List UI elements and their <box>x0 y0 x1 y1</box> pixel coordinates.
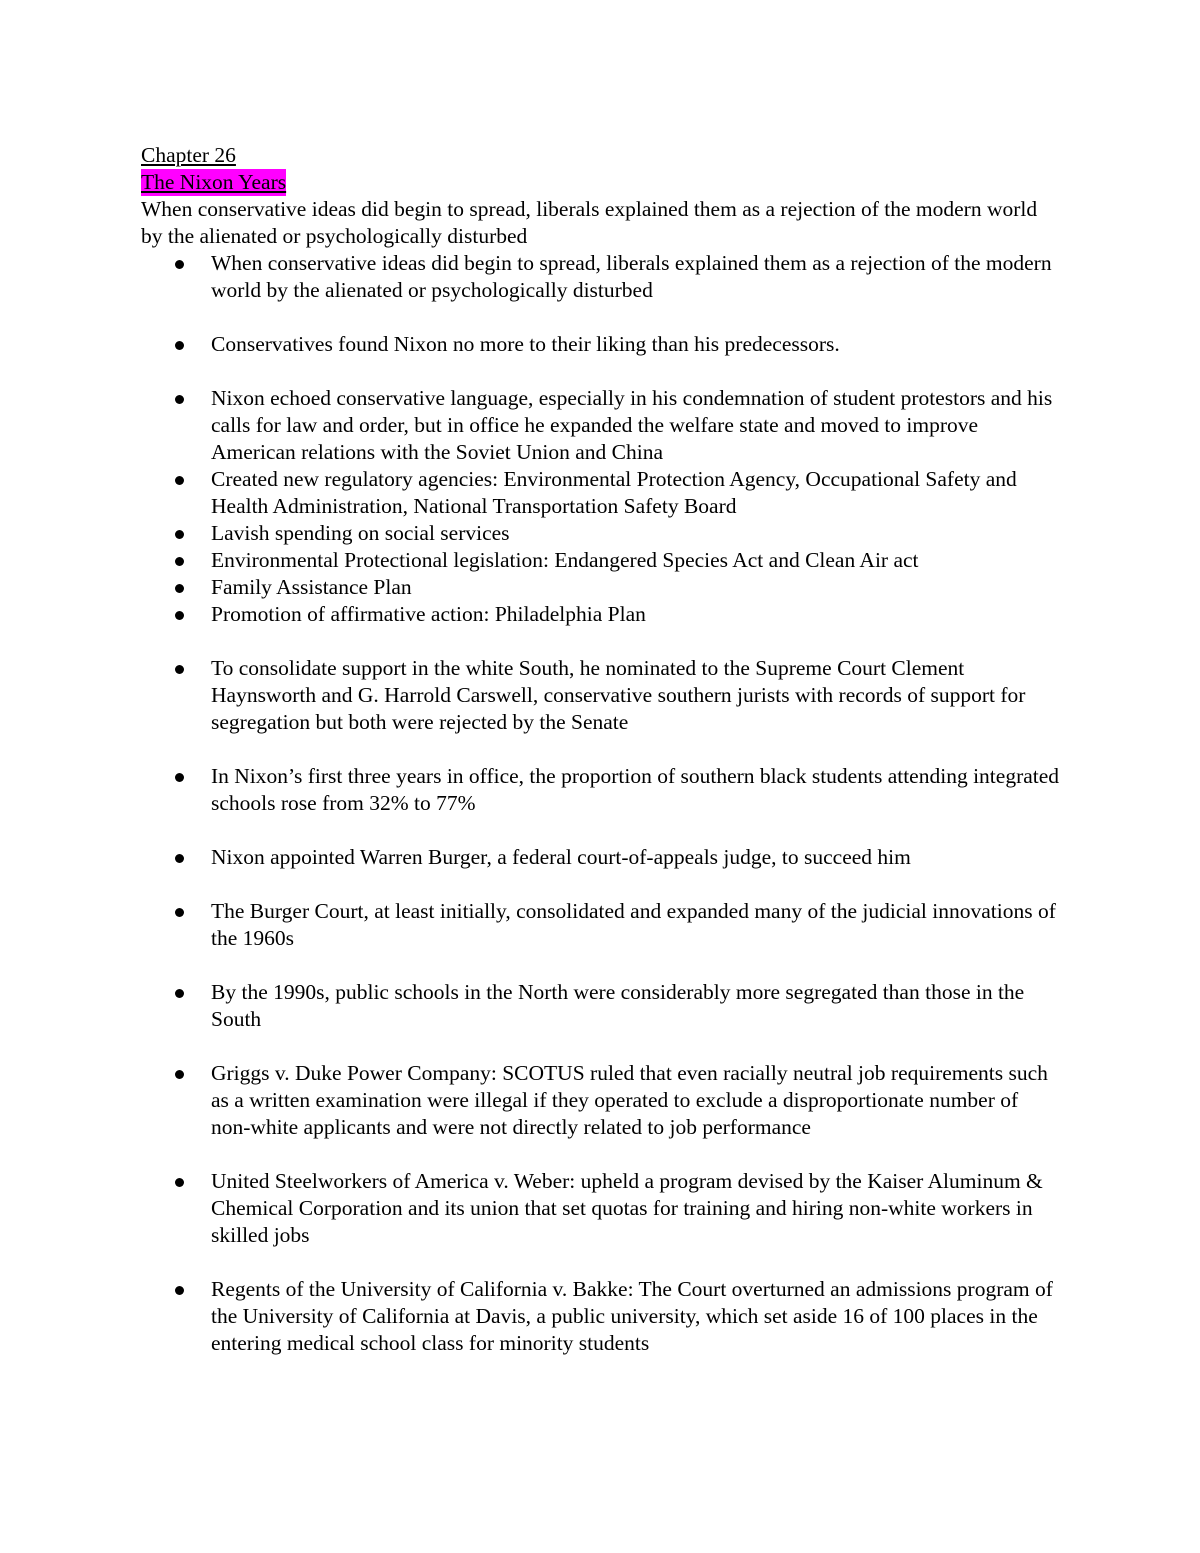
list-item-text: When conservative ideas did begin to spread, liberals explained them as a rejection of the modern world by the alienated or psychologically disturbed <box>211 251 1052 302</box>
bullet-icon <box>175 557 184 566</box>
list-item <box>141 331 1061 358</box>
bullet-icon <box>175 611 184 620</box>
bullet-icon <box>175 530 184 539</box>
list-item-text: In Nixon’s first three years in office, the proportion of southern black students attending integrated schools rose from 32% to 77% <box>211 764 1060 815</box>
bullet-icon <box>175 1178 184 1187</box>
bullet-icon <box>175 989 184 998</box>
title-line <box>141 169 1061 196</box>
list-item <box>141 1168 1061 1249</box>
list-item <box>141 601 1061 628</box>
list-item-text: Created new regulatory agencies: Environmental Protection Agency, Occupational Safety and Health Administration, National Transportation Safety Board <box>211 467 1017 518</box>
chapter-heading: Chapter 26 <box>141 143 236 167</box>
bullet-icon <box>175 260 184 269</box>
list-item <box>141 1060 1061 1141</box>
list-item-text: To consolidate support in the white South, he nominated to the Supreme Court Clement Haynsworth and G. Harrold Carswell, conservative southern jurists with records of support for segregation but both were rejected by the Senate <box>211 656 1026 734</box>
list-item <box>141 385 1061 466</box>
list-item <box>141 574 1061 601</box>
list-item <box>141 844 1061 871</box>
list-item <box>141 979 1061 1033</box>
list-item <box>141 1276 1061 1357</box>
list-item <box>141 655 1061 736</box>
list-item-text: Promotion of affirmative action: Philadelphia Plan <box>211 602 646 626</box>
bullet-icon <box>175 773 184 782</box>
list-item-text: Environmental Protectional legislation: Endangered Species Act and Clean Air act <box>211 548 919 572</box>
document-content <box>141 142 1061 1357</box>
bullet-icon <box>175 395 184 404</box>
bullet-icon <box>175 1070 184 1079</box>
list-item <box>141 547 1061 574</box>
bullet-icon <box>175 665 184 674</box>
list-item <box>141 250 1061 304</box>
bullet-list <box>141 250 1061 1357</box>
list-item-text: Family Assistance Plan <box>211 575 412 599</box>
list-item-text: Conservatives found Nixon no more to their liking than his predecessors. <box>211 332 840 356</box>
list-item-text: Lavish spending on social services <box>211 521 510 545</box>
list-item <box>141 466 1061 520</box>
list-item-text: Nixon appointed Warren Burger, a federal court-of-appeals judge, to succeed him <box>211 845 911 869</box>
document-title: The Nixon Years <box>141 170 287 194</box>
bullet-icon <box>175 341 184 350</box>
bullet-icon <box>175 1286 184 1295</box>
intro-paragraph: When conservative ideas did begin to spread, liberals explained them as a rejection of the modern world by the alienated or psychologically disturbed <box>141 197 1038 248</box>
list-item-text: Regents of the University of California v. Bakke: The Court overturned an admissions program of the University of California at Davis, a public university, which set aside 16 of 100 places in the entering medical school class for minority students <box>211 1277 1053 1355</box>
list-item-text: United Steelworkers of America v. Weber: upheld a program devised by the Kaiser Aluminum & Chemical Corporation and its union that set quotas for training and hiring non-white workers in skilled jobs <box>211 1169 1043 1247</box>
list-item-text: By the 1990s, public schools in the North were considerably more segregated than those in the South <box>211 980 1025 1031</box>
list-item-text: Nixon echoed conservative language, especially in his condemnation of student protestors and his calls for law and order, but in office he expanded the welfare state and moved to improve American relations with the Soviet Union and China <box>211 386 1053 464</box>
bullet-icon <box>175 854 184 863</box>
list-item <box>141 898 1061 952</box>
list-item <box>141 520 1061 547</box>
list-item-text: The Burger Court, at least initially, consolidated and expanded many of the judicial innovations of the 1960s <box>211 899 1056 950</box>
list-item <box>141 763 1061 817</box>
bullet-icon <box>175 584 184 593</box>
bullet-icon <box>175 908 184 917</box>
list-item-text: Griggs v. Duke Power Company: SCOTUS ruled that even racially neutral job requirements such as a written examination were illegal if they operated to exclude a disproportionate number of non-white applicants and were not directly related to job performance <box>211 1061 1048 1139</box>
bullet-icon <box>175 476 184 485</box>
